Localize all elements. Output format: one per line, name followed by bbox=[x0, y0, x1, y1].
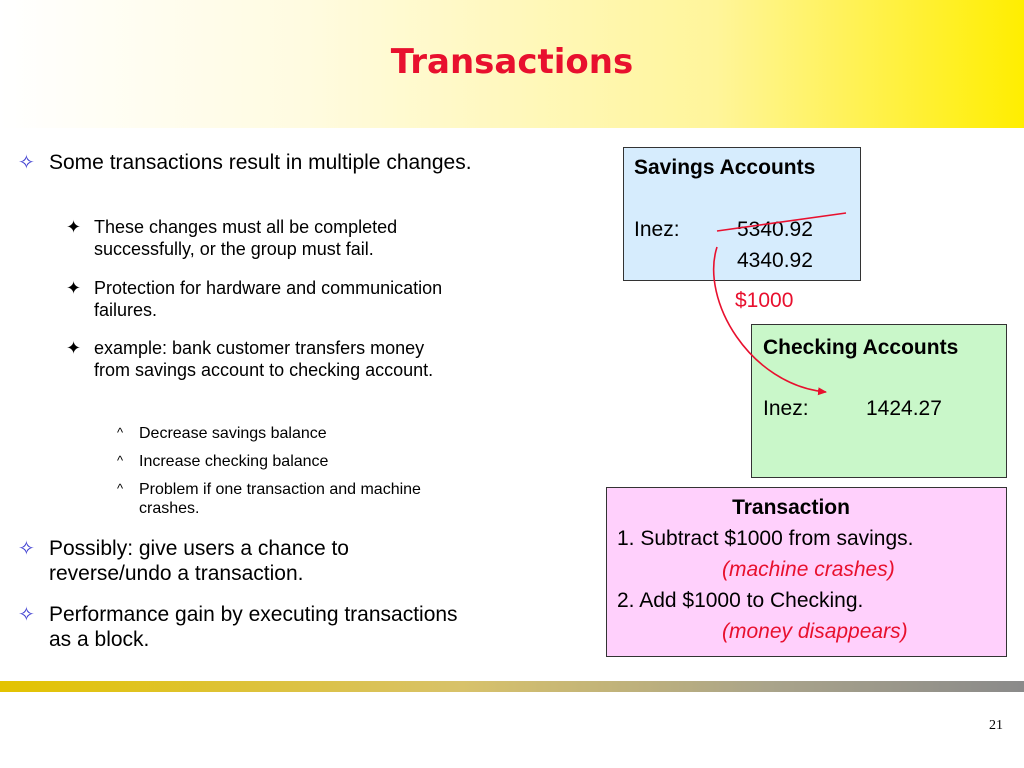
savings-name: Inez: bbox=[634, 218, 680, 241]
bullet-1b-text: Protection for hardware and communication failures. bbox=[94, 278, 443, 320]
savings-new-balance: 4340.92 bbox=[737, 249, 813, 272]
checking-heading: Checking Accounts bbox=[763, 336, 959, 359]
transaction-step-1: 1. Subtract $1000 from savings. bbox=[617, 527, 914, 550]
bullet-1c3-text: Problem if one transaction and machine crashes. bbox=[139, 481, 421, 518]
transfer-arrow bbox=[714, 247, 826, 392]
star-icon: ✦ bbox=[66, 338, 82, 358]
footer-bar bbox=[0, 681, 1024, 692]
bullet-1c-text: example: bank customer transfers money from savings account to checking account. bbox=[94, 338, 434, 380]
bullet-1c2-text: Increase checking balance bbox=[139, 453, 329, 470]
star-outline-icon: ✧ bbox=[18, 538, 35, 560]
savings-heading: Savings Accounts bbox=[634, 156, 816, 179]
slide-title: Transactions bbox=[390, 42, 634, 82]
bullet-1-text: Some transactions result in multiple changes. bbox=[49, 151, 472, 174]
star-icon: ✦ bbox=[66, 278, 82, 298]
page-number: 21 bbox=[989, 718, 1003, 733]
transaction-step-2: 2. Add $1000 to Checking. bbox=[617, 589, 864, 612]
caret-up-icon: ^ bbox=[117, 481, 124, 496]
transaction-note-2: (money disappears) bbox=[722, 620, 908, 643]
bullet-3-text: Performance gain by executing transactions as a block. bbox=[49, 603, 458, 652]
caret-up-icon: ^ bbox=[117, 425, 124, 440]
caret-up-icon: ^ bbox=[117, 453, 124, 468]
transaction-note-1: (machine crashes) bbox=[722, 558, 895, 581]
savings-old-balance: 5340.92 bbox=[737, 218, 813, 241]
star-icon: ✦ bbox=[66, 217, 82, 237]
transaction-heading: Transaction bbox=[732, 496, 850, 519]
star-outline-icon: ✧ bbox=[18, 604, 35, 626]
transfer-amount: $1000 bbox=[735, 289, 794, 312]
checking-balance: 1424.27 bbox=[866, 397, 942, 420]
strike-through-line bbox=[717, 213, 846, 231]
star-outline-icon: ✧ bbox=[18, 152, 35, 174]
checking-name: Inez: bbox=[763, 397, 809, 420]
bullet-1c1-text: Decrease savings balance bbox=[139, 425, 327, 442]
bullet-1a-text: These changes must all be completed successfully, or the group must fail. bbox=[94, 217, 398, 259]
bullet-2-text: Possibly: give users a chance to reverse/undo a transaction. bbox=[49, 537, 349, 586]
